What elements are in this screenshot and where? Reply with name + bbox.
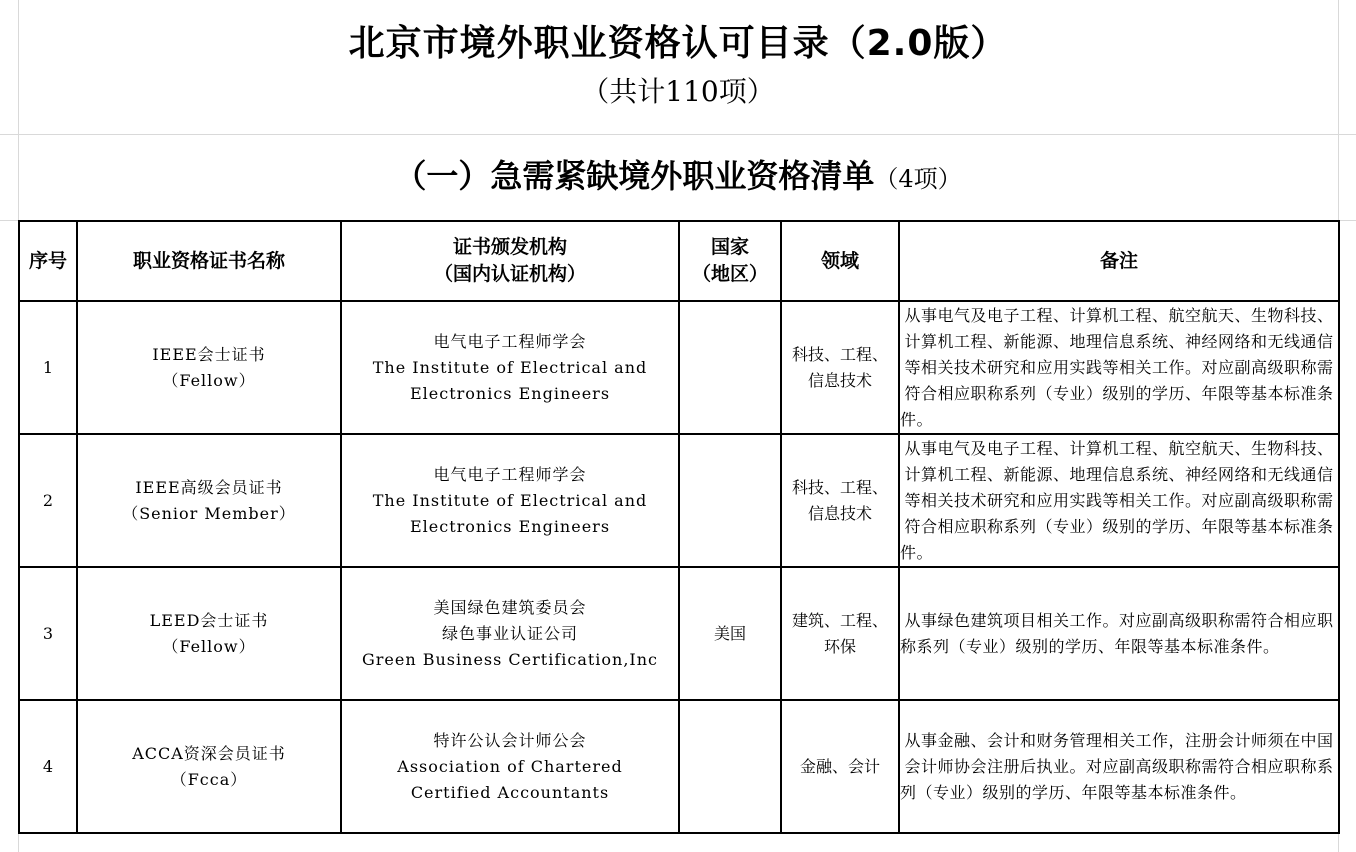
cell-index: 3 bbox=[19, 567, 77, 700]
cell-line: IEEE会士证书 bbox=[152, 344, 266, 364]
table-row bbox=[19, 301, 1339, 434]
cell-line: ACCA资深会员证书 bbox=[132, 743, 286, 763]
table-body bbox=[19, 301, 1339, 833]
cell-note: 从事电气及电子工程、计算机工程、航空航天、生物科技、计算机工程、新能源、地理信息系统、神经网络和无线通信等相关技术研究和应用实践等相关工作。对应副高级职称需符合相应职称系列（专业）级别的学历、年限等基本标准条件。 bbox=[899, 301, 1339, 434]
cell-line: 信息技术 bbox=[807, 370, 872, 390]
cell-note: 从事电气及电子工程、计算机工程、航空航天、生物科技、计算机工程、新能源、地理信息系统、神经网络和无线通信等相关技术研究和应用实践等相关工作。对应副高级职称需符合相应职称系列（专业）级别的学历、年限等基本标准条件。 bbox=[899, 434, 1339, 567]
gridline bbox=[0, 134, 1356, 135]
cell-line: 国家 bbox=[710, 236, 749, 258]
section-count: （4项） bbox=[874, 165, 962, 193]
cell-issuer bbox=[341, 301, 679, 434]
cell-line: 领域 bbox=[820, 249, 859, 272]
cell-line: 电气电子工程师学会 bbox=[433, 464, 587, 484]
section-heading bbox=[20, 152, 1336, 206]
cell-line: The Institute of Electrical and bbox=[372, 357, 648, 377]
cell-line: 建筑、工程、 bbox=[791, 610, 888, 630]
cell-index: 4 bbox=[19, 700, 77, 833]
table-row bbox=[19, 700, 1339, 833]
cell-field bbox=[781, 301, 899, 434]
cell-line: IEEE高级会员证书 bbox=[135, 477, 283, 497]
table-row bbox=[19, 567, 1339, 700]
header-index bbox=[19, 221, 77, 301]
cell-line: 绿色事业认证公司 bbox=[441, 623, 578, 643]
document-subtitle: （共计110项） bbox=[581, 75, 775, 108]
cell-index: 1 bbox=[19, 301, 77, 434]
cell-country bbox=[679, 700, 781, 833]
cell-line: （Fcca） bbox=[170, 769, 248, 789]
cell-issuer bbox=[341, 700, 679, 833]
document-title: 北京市境外职业资格认可目录（2.0版） bbox=[348, 23, 1008, 64]
cell-line: 科技、工程、 bbox=[791, 477, 888, 497]
cell-line: （地区） bbox=[691, 263, 768, 285]
cell-note: 从事金融、会计和财务管理相关工作，注册会计师须在中国会计师协会注册后执业。对应副高级职称需符合相应职称系列（专业）级别的学历、年限等基本标准条件。 bbox=[899, 700, 1339, 833]
cell-line: 电气电子工程师学会 bbox=[433, 331, 587, 351]
cell-line: Electronics Engineers bbox=[409, 383, 611, 403]
cell-country: 美国 bbox=[679, 567, 781, 700]
cell-line: （Fellow） bbox=[162, 636, 256, 656]
cell-field bbox=[781, 434, 899, 567]
cell-line: The Institute of Electrical and bbox=[372, 490, 648, 510]
cell-cert-name bbox=[77, 700, 341, 833]
cell-cert-name bbox=[77, 434, 341, 567]
cell-index: 2 bbox=[19, 434, 77, 567]
cell-line: 信息技术 bbox=[807, 503, 872, 523]
cell-cert-name bbox=[77, 301, 341, 434]
cell-line: 金融、会计 bbox=[799, 756, 880, 776]
table-row bbox=[19, 434, 1339, 567]
cell-line: 环保 bbox=[823, 636, 856, 656]
cell-line: （国内认证机构） bbox=[433, 263, 586, 285]
cell-cert-name bbox=[77, 567, 341, 700]
cell-field bbox=[781, 700, 899, 833]
header-note bbox=[899, 221, 1339, 301]
cell-issuer bbox=[341, 567, 679, 700]
cell-country bbox=[679, 301, 781, 434]
cell-line: （Senior Member） bbox=[122, 503, 296, 523]
cell-line: （Fellow） bbox=[162, 370, 256, 390]
table-header-row bbox=[19, 221, 1339, 301]
cell-line: Association of Chartered bbox=[397, 756, 623, 776]
cell-field bbox=[781, 567, 899, 700]
cell-line: 序号 bbox=[28, 249, 67, 272]
header-country bbox=[679, 221, 781, 301]
cell-line: LEED会士证书 bbox=[149, 610, 269, 630]
cell-line: Certified Accountants bbox=[410, 782, 610, 802]
cell-line: 科技、工程、 bbox=[791, 344, 888, 364]
cell-line: 职业资格证书名称 bbox=[132, 249, 285, 272]
section-title: （一）急需紧缺境外职业资格清单 bbox=[394, 157, 875, 195]
cell-country bbox=[679, 434, 781, 567]
cell-line: 备注 bbox=[1099, 249, 1138, 272]
qualification-table bbox=[18, 220, 1340, 834]
cell-line: Electronics Engineers bbox=[409, 516, 611, 536]
cell-line: 美国绿色建筑委员会 bbox=[433, 597, 587, 617]
header-field bbox=[781, 221, 899, 301]
cell-issuer bbox=[341, 434, 679, 567]
cell-line: 特许公认会计师公会 bbox=[433, 730, 587, 750]
cell-line: Green Business Certification,Inc bbox=[361, 649, 659, 669]
cell-note: 从事绿色建筑项目相关工作。对应副高级职称需符合相应职称系列（专业）级别的学历、年限等基本标准条件。 bbox=[899, 567, 1339, 700]
header-issuer bbox=[341, 221, 679, 301]
header-cert-name bbox=[77, 221, 341, 301]
cell-line: 证书颁发机构 bbox=[452, 236, 567, 258]
